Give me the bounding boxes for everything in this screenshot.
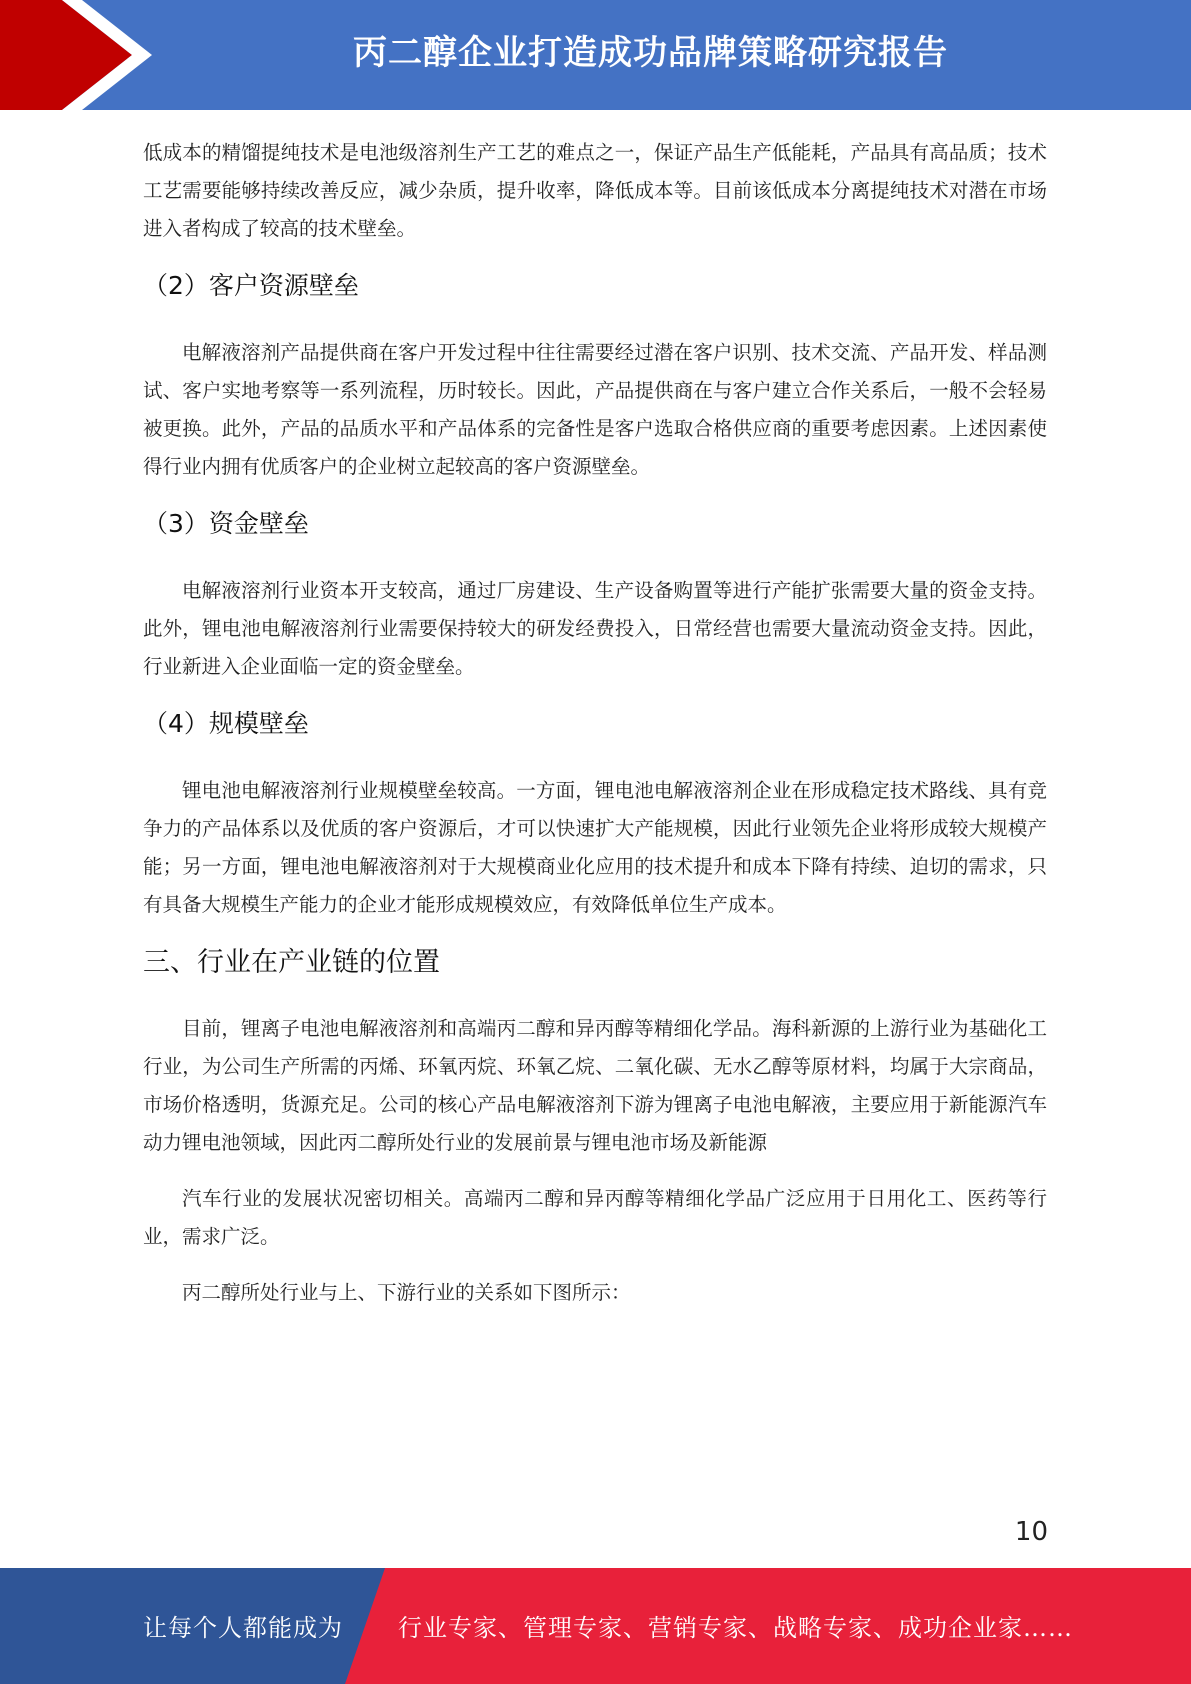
page-footer (0, 1568, 1191, 1684)
report-title: 丙二醇企业打造成功品牌策略研究报告 (353, 33, 948, 73)
paragraph-scale-barrier: 锂电池电解液溶剂行业规模壁垒较高。一方面，锂电池电解液溶剂企业在形成稳定技术路线、具有竞争力的产品体系以及优质的客户资源后，才可以快速扩大产能规模，因此行业领先企业将形成较大规模产能；另一方面，锂电池电解液溶剂对于大规模商业化应用的技术提升和成本下降有持续、迫切的需求，只有具备大规模生产能力的企业才能形成规模效应，有效降低单位生产成本。 (143, 779, 1047, 916)
paragraph-industry-chain-2: 汽车行业的发展状况密切相关。高端丙二醇和异丙醇等精细化学品广泛应用于日用化工、医药等行业，需求广泛。 (143, 1187, 1047, 1248)
heading-capital-barrier: （3）资金壁垒 (143, 509, 309, 538)
paragraph-industry-chain-3: 丙二醇所处行业与上、下游行业的关系如下图所示： (182, 1281, 631, 1304)
section-heading-industry-chain: 三、行业在产业链的位置 (143, 947, 440, 978)
header-chevron-icon (0, 0, 160, 110)
paragraph-capital-barrier: 电解液溶剂行业资本开支较高，通过厂房建设、生产设备购置等进行产能扩张需要大量的资金支持。此外，锂电池电解液溶剂行业需要保持较大的研发经费投入，日常经营也需要大量流动资金支持。因此，行业新进入企业面临一定的资金壁垒。 (143, 579, 1047, 678)
page-header (0, 0, 1191, 110)
heading-customer-barrier: （2）客户资源壁垒 (143, 271, 359, 300)
paragraph-intro: 低成本的精馏提纯技术是电池级溶剂生产工艺的难点之一，保证产品生产低能耗，产品具有高品质；技术工艺需要能够持续改善反应，减少杂质，提升收率，降低成本等。目前该低成本分离提纯技术对潜在市场进入者构成了较高的技术壁垒。 (143, 141, 1047, 240)
paragraph-industry-chain-1: 目前，锂离子电池电解液溶剂和高端丙二醇和异丙醇等精细化学品。海科新源的上游行业为基础化工行业，为公司生产所需的丙烯、环氧丙烷、环氧乙烷、二氧化碳、无水乙醇等原材料，均属于大宗商品，市场价格透明，货源充足。公司的核心产品电解液溶剂下游为锂离子电池电解液，主要应用于新能源汽车动力锂电池领域，因此丙二醇所处行业的发展前景与锂电池市场及新能源 (143, 1017, 1047, 1154)
page-number: 10 (1014, 1517, 1048, 1547)
footer-slogan-left: 让每个人都能成为 (143, 1614, 343, 1642)
heading-scale-barrier: （4）规模壁垒 (143, 709, 309, 738)
page-content (143, 134, 1047, 1330)
paragraph-customer-barrier: 电解液溶剂产品提供商在客户开发过程中往往需要经过潜在客户识别、技术交流、产品开发、样品测试、客户实地考察等一系列流程，历时较长。因此，产品提供商在与客户建立合作关系后，一般不会轻易被更换。此外，产品的品质水平和产品体系的完备性是客户选取合格供应商的重要考虑因素。上述因素使得行业内拥有优质客户的企业树立起较高的客户资源壁垒。 (143, 341, 1047, 478)
footer-slogan-right: 行业专家、管理专家、营销专家、战略专家、成功企业家…… (398, 1614, 1073, 1642)
